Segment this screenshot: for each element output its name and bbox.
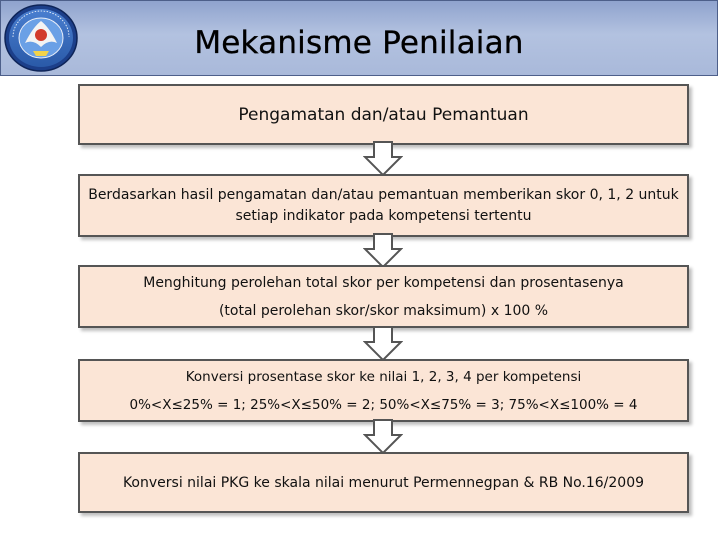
step-3-box: [78, 265, 689, 328]
step-3-text: Menghitung perolehan total skor per kompetensi dan prosentasenya: [143, 274, 624, 291]
title-banner: [0, 0, 718, 76]
step-1-text: Pengamatan dan/atau Pemantuan: [238, 104, 529, 125]
step-4-conversion-rule: 0%<X≤25% = 1; 25%<X≤50% = 2; 50%<X≤75% = 3; 75%<X≤100% = 4: [129, 396, 638, 413]
step-5-text: Konversi nilai PKG ke skala nilai menurut Permennegpan & RB No.16/2009: [122, 474, 645, 491]
step-4-text: Konversi prosentase skor ke nilai 1, 2, 3, 4 per kompetensi: [185, 368, 582, 385]
step-5-box: [78, 452, 689, 513]
step-1-box: [78, 84, 689, 145]
step-3-formula: (total perolehan skor/skor maksimum) x 100 %: [218, 302, 549, 319]
down-arrow-icon: [363, 141, 403, 177]
step-2-text: Berdasarkan hasil pengamatan dan/atau pemantuan memberikan skor 0, 1, 2 untuk setiap indikator pada kompetensi tertentu: [88, 186, 679, 224]
step-4-box: [78, 359, 689, 422]
down-arrow-icon: [363, 419, 403, 455]
down-arrow-icon: [363, 326, 403, 362]
page-title: Mekanisme Penilaian: [194, 25, 524, 61]
step-2-box: [78, 174, 689, 237]
down-arrow-icon: [363, 233, 403, 269]
